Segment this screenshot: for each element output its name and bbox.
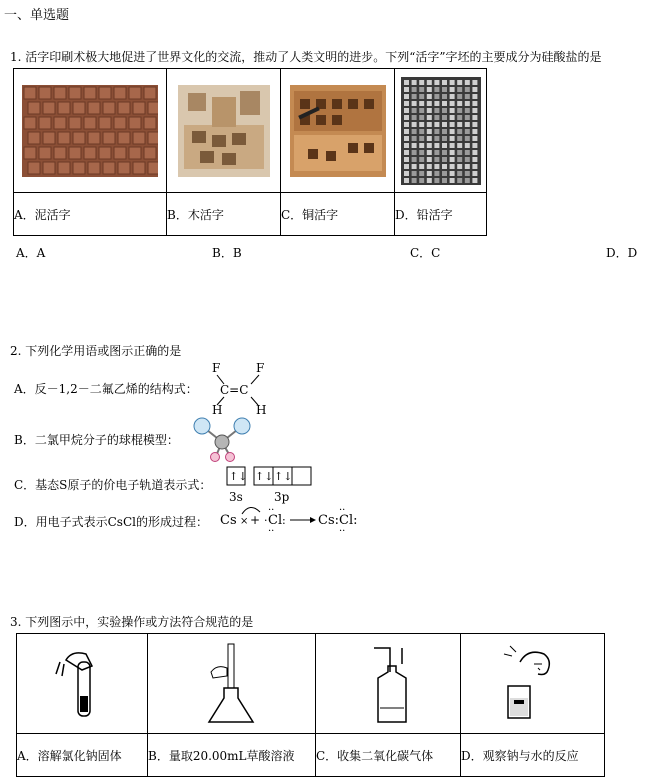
lead-type-block <box>419 178 424 183</box>
cs-atom: Cs <box>220 513 237 528</box>
lead-type-block <box>426 157 431 162</box>
lead-type-block <box>426 143 431 148</box>
lead-type-block <box>404 129 409 134</box>
lead-type-block <box>419 150 424 155</box>
lead-type-block <box>472 108 477 113</box>
lead-type-block <box>419 129 424 134</box>
clay-type-block <box>69 147 81 159</box>
test-tube-hand-image <box>52 644 112 724</box>
clay-type-block <box>129 87 141 99</box>
lead-type-block <box>419 87 424 92</box>
clay-type-block <box>54 87 66 99</box>
lead-type-block <box>411 129 416 134</box>
lead-type-block <box>457 150 462 155</box>
dissolve-nacl-image-cell <box>17 634 148 734</box>
lead-type-block <box>434 108 439 113</box>
lead-type-block <box>419 157 424 162</box>
lead-type-block <box>464 171 469 176</box>
lead-type-block <box>457 87 462 92</box>
lead-type-block <box>442 171 447 176</box>
lead-type-block <box>464 136 469 141</box>
lead-type-block <box>457 122 462 127</box>
caption-wood-type: B．木活字 <box>167 193 281 236</box>
lead-type-block <box>404 115 409 120</box>
cl-right-dots: : <box>282 514 286 527</box>
cl-atom: Cl <box>268 513 283 528</box>
lead-type-block <box>457 171 462 176</box>
plus-sign: + <box>250 513 261 527</box>
clay-type-block <box>118 132 130 144</box>
clay-type-block <box>129 147 141 159</box>
question-1-image-table <box>13 68 487 236</box>
clay-type-block <box>114 117 126 129</box>
lead-type-block <box>426 171 431 176</box>
lead-type-block <box>442 101 447 106</box>
f-atom-left: F <box>212 361 221 375</box>
q1-option-c[interactable]: C．C <box>410 246 441 260</box>
clay-type-block <box>39 87 51 99</box>
lead-type-block <box>442 178 447 183</box>
question-3-stem: 3. 下列图示中，实验操作或方法符合规范的是 <box>10 615 254 629</box>
copper-type-image <box>290 85 386 177</box>
q2-option-d-text[interactable]: D．用电子式表示CsCl的形成过程： <box>14 515 208 529</box>
lead-type-block <box>411 87 416 92</box>
clay-type-block <box>84 87 96 99</box>
lead-type-block <box>472 115 477 120</box>
clay-type-block <box>133 162 145 174</box>
label-3p: 3p <box>274 490 290 504</box>
section-title: 一、单选题 <box>4 8 70 23</box>
clay-type-block <box>24 117 36 129</box>
clay-type-block <box>99 147 111 159</box>
lead-type-block <box>442 150 447 155</box>
lead-type-block <box>457 80 462 85</box>
lead-type-block <box>426 150 431 155</box>
lead-type-block <box>434 178 439 183</box>
clay-type-block <box>133 102 145 114</box>
lead-type-block <box>426 80 431 85</box>
clay-type-block <box>58 162 70 174</box>
lead-type-block <box>442 87 447 92</box>
label-3s: 3s <box>229 490 243 504</box>
clay-type-block <box>43 162 55 174</box>
lead-type-block <box>464 94 469 99</box>
clay-type-block <box>148 162 158 174</box>
lead-type-block <box>404 80 409 85</box>
clay-type-block <box>73 132 85 144</box>
clay-type-block <box>39 117 51 129</box>
lead-type-block <box>442 136 447 141</box>
lead-type-block <box>472 178 477 183</box>
lead-type-block <box>434 171 439 176</box>
lead-type-block <box>464 87 469 92</box>
orbital-3p-arrows-2: ↑↓ <box>274 470 293 483</box>
lead-type-block <box>411 143 416 148</box>
lead-type-block <box>411 101 416 106</box>
lead-type-block <box>442 164 447 169</box>
lead-type-block <box>472 143 477 148</box>
lead-type-block <box>464 157 469 162</box>
lead-type-block <box>419 143 424 148</box>
cl-left-dots: · <box>264 514 268 527</box>
lead-type-block <box>426 101 431 106</box>
lead-type-block <box>419 80 424 85</box>
lead-type-block <box>404 150 409 155</box>
clay-type-block <box>24 87 36 99</box>
clay-type-block <box>69 117 81 129</box>
lead-type-block <box>434 129 439 134</box>
lead-type-block <box>472 101 477 106</box>
lead-type-block <box>426 115 431 120</box>
lead-type-block <box>449 157 454 162</box>
lead-type-block <box>449 129 454 134</box>
lead-type-block <box>464 122 469 127</box>
lead-type-block <box>449 87 454 92</box>
clay-type-block <box>148 132 158 144</box>
lead-type-block <box>434 101 439 106</box>
cl-top-dots: ·· <box>268 505 275 516</box>
clay-type-block <box>24 147 36 159</box>
lead-type-block <box>411 115 416 120</box>
clay-type-block <box>103 102 115 114</box>
clay-type-block <box>58 132 70 144</box>
q1-option-b[interactable]: B．B <box>212 246 242 260</box>
clay-type-image <box>22 85 158 177</box>
lead-type-block <box>472 94 477 99</box>
lead-type-block <box>457 129 462 134</box>
lead-type-block <box>449 178 454 183</box>
cl-bottom-dots: ·· <box>268 526 275 536</box>
lead-type-block <box>449 143 454 148</box>
q2-option-a-text[interactable]: A．反－1,2－二氟乙烯的结构式： <box>14 382 198 396</box>
clay-type-block <box>118 102 130 114</box>
lead-type-block <box>457 157 462 162</box>
lead-type-block <box>457 164 462 169</box>
product-bottom-dots: ·· <box>339 526 346 536</box>
lead-type-block <box>449 164 454 169</box>
lead-type-block <box>442 115 447 120</box>
lead-type-block <box>411 94 416 99</box>
lead-type-block <box>419 164 424 169</box>
lead-type-block <box>419 101 424 106</box>
lead-type-block <box>449 136 454 141</box>
lead-type-block <box>449 122 454 127</box>
f-atom-right: F <box>256 361 265 375</box>
lead-type-block <box>464 164 469 169</box>
lead-type-block <box>457 115 462 120</box>
lead-type-block <box>464 129 469 134</box>
lead-type-block <box>426 108 431 113</box>
lead-type-block <box>411 122 416 127</box>
lead-type-block <box>419 115 424 120</box>
lead-type-block <box>426 122 431 127</box>
lead-type-block <box>434 94 439 99</box>
lead-type-block <box>442 108 447 113</box>
lead-type-block <box>404 101 409 106</box>
clay-type-block <box>43 102 55 114</box>
lead-type-block <box>404 171 409 176</box>
lead-type-block <box>419 94 424 99</box>
lead-type-block <box>442 157 447 162</box>
caption-measure-oxalic: B．量取20.00mL草酸溶液 <box>148 734 316 777</box>
lead-type-block <box>464 150 469 155</box>
q1-option-d[interactable]: D．D <box>606 246 638 260</box>
clay-type-block <box>88 102 100 114</box>
lead-type-block <box>426 178 431 183</box>
clay-type-block <box>133 132 145 144</box>
lead-type-block <box>411 157 416 162</box>
product-cscl: Cs:Cl: <box>318 513 358 528</box>
question-3-image-table <box>16 633 605 777</box>
clay-type-block <box>28 102 40 114</box>
sodium-water-image-cell <box>461 634 605 734</box>
lead-type-block <box>404 87 409 92</box>
clay-type-block <box>99 87 111 99</box>
lead-type-block <box>457 94 462 99</box>
product-top-dots: ·· <box>339 505 346 516</box>
dichloromethane-ball-stick-model <box>190 416 256 464</box>
lead-type-block <box>419 122 424 127</box>
lead-type-block <box>457 136 462 141</box>
clay-type-block <box>103 162 115 174</box>
copper-type-image-cell <box>281 69 395 193</box>
clay-type-block <box>54 117 66 129</box>
lead-type-block <box>426 94 431 99</box>
clay-type-block <box>54 147 66 159</box>
clay-type-block <box>144 87 156 99</box>
lead-type-block <box>411 136 416 141</box>
lead-type-block <box>449 171 454 176</box>
collect-co2-image-cell <box>316 634 461 734</box>
clay-type-block <box>114 147 126 159</box>
lead-type-block <box>472 87 477 92</box>
lead-type-block <box>449 115 454 120</box>
clay-type-block <box>84 117 96 129</box>
clay-type-block <box>43 132 55 144</box>
caption-collect-co2: C．收集二氧化碳气体 <box>316 734 461 777</box>
question-1-stem: 1. 活字印刷术极大地促进了世界文化的交流，推动了人类文明的进步。下列“活字”字坯的主要成分为硅酸盐的是 <box>10 50 602 64</box>
lead-type-block <box>411 164 416 169</box>
lead-type-block <box>404 108 409 113</box>
lead-type-block <box>449 150 454 155</box>
lead-type-block <box>457 108 462 113</box>
lead-type-block <box>404 164 409 169</box>
orbital-3p-arrows-1: ↑↓ <box>255 470 274 483</box>
lead-type-block <box>426 136 431 141</box>
lead-type-block <box>419 136 424 141</box>
buret-flask-image <box>197 642 267 726</box>
clay-type-block <box>88 132 100 144</box>
lead-type-block <box>411 80 416 85</box>
lead-type-block <box>411 178 416 183</box>
lead-type-block <box>472 122 477 127</box>
clay-type-block <box>103 132 115 144</box>
clay-type-block <box>69 87 81 99</box>
lead-type-block <box>419 108 424 113</box>
lead-type-block <box>449 80 454 85</box>
clay-type-block <box>73 162 85 174</box>
lead-type-block <box>434 87 439 92</box>
clay-type-block <box>148 102 158 114</box>
lead-type-block <box>434 157 439 162</box>
lead-type-block <box>464 178 469 183</box>
clay-type-block <box>84 147 96 159</box>
lead-type-block <box>434 80 439 85</box>
clay-type-block <box>144 147 156 159</box>
lead-type-block <box>464 108 469 113</box>
lead-type-block <box>472 164 477 169</box>
lead-type-block <box>472 136 477 141</box>
lead-type-block <box>434 143 439 148</box>
lead-type-image <box>401 77 481 185</box>
lead-type-block <box>419 171 424 176</box>
clay-type-block <box>99 117 111 129</box>
q2-option-c-text[interactable]: C．基态S原子的价电子轨道表示式： <box>14 478 212 492</box>
clay-type-image-cell <box>14 69 167 193</box>
lead-type-block <box>434 122 439 127</box>
h-atom-left: H <box>212 403 223 417</box>
lead-type-block <box>404 143 409 148</box>
lead-type-block <box>457 101 462 106</box>
caption-lead-type: D．铅活字 <box>395 193 487 236</box>
lead-type-block <box>434 164 439 169</box>
difluoroethylene-structure <box>204 360 274 418</box>
clay-type-block <box>28 132 40 144</box>
lead-type-block <box>472 80 477 85</box>
measure-oxalic-acid-image-cell <box>148 634 316 734</box>
clay-type-block <box>28 162 40 174</box>
gas-bottle-image <box>358 642 418 726</box>
question-2-stem: 2. 下列化学用语或图示正确的是 <box>10 344 182 358</box>
lead-type-block <box>404 157 409 162</box>
clay-type-block <box>88 162 100 174</box>
lead-type-block <box>464 115 469 120</box>
lead-type-block <box>472 129 477 134</box>
lead-type-block <box>434 136 439 141</box>
lead-type-block <box>411 171 416 176</box>
clay-type-block <box>114 87 126 99</box>
caption-dissolve-nacl: A．溶解氯化钠固体 <box>17 734 148 777</box>
lead-type-block <box>426 129 431 134</box>
clay-type-block <box>129 117 141 129</box>
lead-type-block <box>411 108 416 113</box>
clay-type-block <box>118 162 130 174</box>
lead-type-block <box>426 87 431 92</box>
lead-type-block <box>426 164 431 169</box>
lead-type-block <box>442 94 447 99</box>
clay-type-block <box>144 117 156 129</box>
lead-type-block <box>449 94 454 99</box>
c-double-bond: C=C <box>220 383 249 397</box>
lead-type-block <box>464 80 469 85</box>
lead-type-image-cell <box>395 69 487 193</box>
lead-type-block <box>404 178 409 183</box>
caption-clay-type: A．泥活字 <box>14 193 167 236</box>
lead-type-block <box>442 80 447 85</box>
wood-type-image-cell <box>167 69 281 193</box>
cs-electron: × <box>240 516 249 527</box>
orbital-3s-arrows: ↑↓ <box>229 470 248 483</box>
observe-beaker-image <box>498 642 568 726</box>
lead-type-block <box>411 150 416 155</box>
lead-type-block <box>449 101 454 106</box>
q1-option-a[interactable]: A．A <box>16 246 46 260</box>
wood-type-image <box>178 85 270 177</box>
lead-type-block <box>404 136 409 141</box>
lead-type-block <box>449 108 454 113</box>
caption-copper-type: C．铜活字 <box>281 193 395 236</box>
lead-type-block <box>464 101 469 106</box>
lead-type-block <box>434 150 439 155</box>
sulfur-orbital-diagram <box>224 466 316 506</box>
caption-sodium-water: D．观察钠与水的反应 <box>461 734 605 777</box>
lead-type-block <box>442 129 447 134</box>
lead-type-block <box>472 157 477 162</box>
clay-type-block <box>58 102 70 114</box>
lead-type-block <box>457 178 462 183</box>
q2-option-b-text[interactable]: B．二氯甲烷分子的球棍模型： <box>14 433 179 447</box>
lead-type-block <box>404 122 409 127</box>
clay-type-block <box>73 102 85 114</box>
lead-type-block <box>404 94 409 99</box>
lead-type-block <box>442 143 447 148</box>
clay-type-block <box>39 147 51 159</box>
cscl-formation-diagram <box>218 504 364 536</box>
lead-type-block <box>442 122 447 127</box>
lead-type-block <box>457 143 462 148</box>
lead-type-block <box>464 143 469 148</box>
lead-type-block <box>434 115 439 120</box>
lead-type-block <box>472 150 477 155</box>
lead-type-block <box>472 171 477 176</box>
h-atom-right: H <box>256 403 267 417</box>
